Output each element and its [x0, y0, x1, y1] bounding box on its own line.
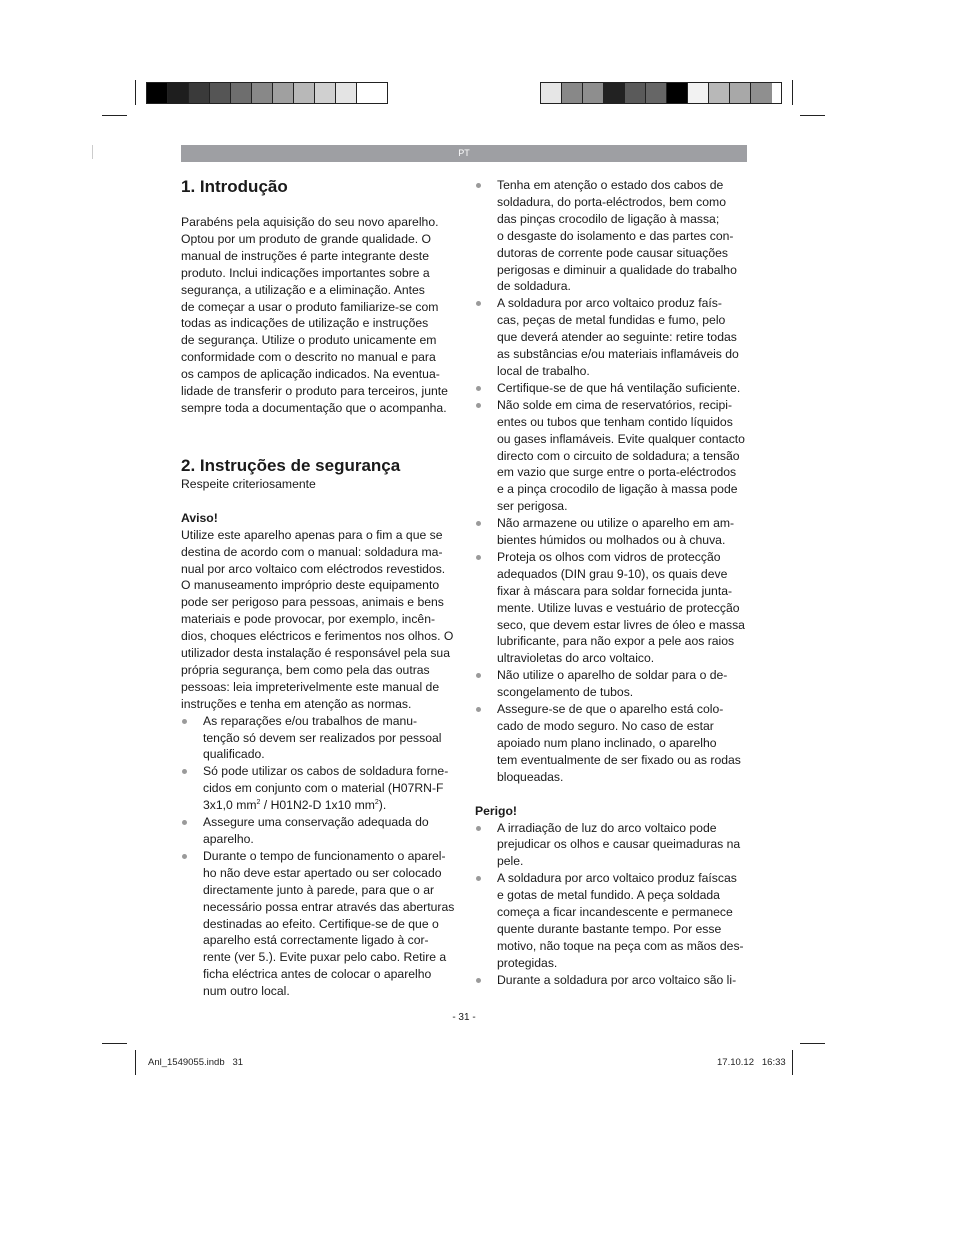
- safety-bullet-list-continued: [475, 177, 750, 786]
- color-swatch: [667, 83, 688, 103]
- language-header-bar: [181, 145, 747, 162]
- section-heading-safety: 2. Instruções de segurança: [181, 455, 401, 475]
- color-swatch: [751, 83, 772, 103]
- safety-subtitle: Respeite criteriosamente: [181, 476, 316, 491]
- color-swatch: [709, 83, 730, 103]
- color-swatch: [357, 83, 378, 103]
- left-column: [181, 177, 456, 1000]
- list-item: Não armazene ou utilize o aparelho em am- bientes húmidos ou molhados ou à chuva.: [475, 515, 750, 549]
- color-swatch: [210, 83, 231, 103]
- list-item: Não solde em cima de reservatórios, recipi- entes ou tubos que tenham contido líquidos ou gases inflamáveis. Evite qualquer contacto directo com o circuito de soldadura; a tensão em vazio que surge entre o porta-eléctrodos e a pinça crocodilo de ligação à massa pode ser perigosa.: [475, 397, 750, 515]
- color-swatch: [294, 83, 315, 103]
- list-item: A soldadura por arco voltaico produz faíscas e gotas de metal fundido. A peça soldada começa a ficar incandescente e permanece quente durante bastante tempo. Por esse motivo, não toque na peça com as mãos des- protegidas.: [475, 870, 750, 971]
- color-swatch: [625, 83, 646, 103]
- list-item: Proteja os olhos com vidros de protecção adequados (DIN grau 9-10), os quais deve fixar à máscara para soldar fornecida junta- mente. Utilize luvas e vestuário de protecção seco, que devem estar livres de óleo e massa lubrificante, para não expor a pele aos raios ultravioletas do arco voltaico.: [475, 549, 750, 667]
- list-item: A irradiação de luz do arco voltaico pode prejudicar os olhos e causar queimaduras na pele.: [475, 820, 750, 871]
- footer-filename: Anl_1549055.indb 31: [148, 1057, 244, 1068]
- right-column: [475, 177, 750, 989]
- color-swatch: [541, 83, 562, 103]
- danger-label: Perigo!: [475, 803, 517, 818]
- crop-mark: [135, 1050, 136, 1075]
- list-item: Tenha em atenção o estado dos cabos de soldadura, do porta-eléctrodos, bem como das pinças crocodilo de ligação à massa; o desgaste do isolamento e das partes con- dutoras de corrente pode causar situações perigosas e diminuir a qualidade do trabalho de soldadura.: [475, 177, 750, 295]
- color-swatch: [315, 83, 336, 103]
- crop-mark: [135, 80, 136, 105]
- list-item: Assegure-se de que o aparelho está colo- cado de modo seguro. No caso de estar apoiado num plano inclinado, o aparelho tem eventualmente de ser fixado ou as rodas bloqueadas.: [475, 701, 750, 786]
- color-calibration-strip-right: [540, 82, 782, 104]
- color-swatch: [252, 83, 273, 103]
- list-item: Só pode utilizar os cabos de soldadura forne- cidos em conjunto com o material (H07RN-F 3x1,0 $mm^2 / H01N2-D$ 1x10 $mm^2$).: [181, 763, 456, 814]
- warning-label: Aviso!: [181, 510, 218, 525]
- crop-mark: [102, 115, 127, 116]
- warning-paragraph: Utilize este aparelho apenas para o fim a que se destina de acordo com o manual: soldadura ma- nual por arco voltaico com eléctrodos revestidos. O manuseamento impróprio deste equipamento pode ser perigoso para pessoas, animais e bens materiais e pode provocar, por exemplo, incên- dios, choques eléctricos e ferimentos nos olhos. O utilizador desta instalação é responsável pela sua própria segurança, bem como pela das outras pessoas: leia impreterivelmente este manual de instruções e tenha em atenção as normas.: [181, 527, 454, 711]
- footer-timestamp: 17.10.12 16:33: [717, 1057, 786, 1068]
- color-swatch: [231, 83, 252, 103]
- color-swatch: [189, 83, 210, 103]
- crop-mark: [792, 1050, 793, 1075]
- color-swatch: [168, 83, 189, 103]
- list-item: Durante o tempo de funcionamento o aparel- ho não deve estar apertado ou ser colocado directamente junto à parede, para que o ar necessário possa entrar através das aberturas destinadas ao efeito. Certifique-se de que o aparelho está correctamente ligado à cor- rente (ver 5.). Evite puxar pelo cabo. Retire a ficha eléctrica antes de colocar o aparelho num outro local.: [181, 848, 456, 1000]
- list-item: As reparações e/ou trabalhos de manu- tenção só devem ser realizados por pessoal qualificado.: [181, 713, 456, 764]
- color-calibration-strip-left: [146, 82, 388, 104]
- crop-mark: [102, 1043, 127, 1044]
- safety-bullet-list: [181, 713, 456, 1000]
- page-number: - 31 -: [452, 1012, 476, 1023]
- color-swatch: [273, 83, 294, 103]
- color-swatch: [147, 83, 168, 103]
- danger-bullet-list: [475, 820, 750, 989]
- crop-mark: [92, 145, 93, 159]
- color-swatch: [336, 83, 357, 103]
- list-item: A soldadura por arco voltaico produz faís- cas, peças de metal fundidas e fumo, pelo que deverá atender ao seguinte: retire todas as substâncias e/ou materiais inflamáveis do local de trabalho.: [475, 295, 750, 380]
- color-swatch: [646, 83, 667, 103]
- section-heading-introduction: 1. Introdução: [181, 177, 288, 196]
- language-label: PT: [458, 148, 470, 158]
- intro-paragraph: Parabéns pela aquisição do seu novo aparelho. Optou por um produto de grande qualidade. O manual de instruções é parte integrante deste produto. Inclui indicações importantes sobre a segurança, a utilização e a eliminação. Antes de começar a usar o produto familiarize-se com todas as indicações de utilização e instruções de segurança. Utilize o produto unicamente em conformidade com o descrito no manual e para os campos de aplicação indicados. Na eventua- lidade de transferir o produto para terceiros, junte sempre toda a documentação que o acompanha.: [181, 215, 448, 415]
- color-swatch: [730, 83, 751, 103]
- color-swatch: [604, 83, 625, 103]
- list-item: Durante a soldadura por arco voltaico são li-: [475, 972, 750, 989]
- list-item: Certifique-se de que há ventilação suficiente.: [475, 380, 750, 397]
- color-swatch: [562, 83, 583, 103]
- color-swatch: [583, 83, 604, 103]
- crop-mark: [792, 80, 793, 105]
- color-swatch: [688, 83, 709, 103]
- list-item: Não utilize o aparelho de soldar para o de- scongelamento de tubos.: [475, 667, 750, 701]
- crop-mark: [800, 1043, 825, 1044]
- list-item: Assegure uma conservação adequada do aparelho.: [181, 814, 456, 848]
- crop-mark: [800, 115, 825, 116]
